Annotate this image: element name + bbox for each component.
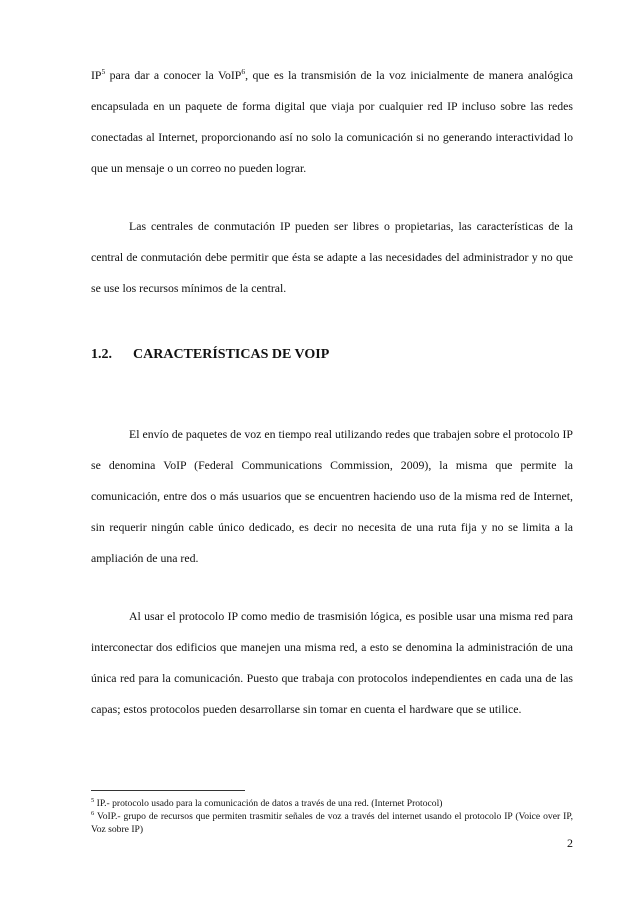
section-title: CARACTERÍSTICAS DE VOIP <box>133 347 330 362</box>
section-heading <box>91 331 573 365</box>
paragraph-envio-paquetes: El envío de paquetes de voz en tiempo real utilizando redes que trabajen sobre el protocolo IP se denomina VoIP (Federal Communications Commission, 2009), la misma que permite la comunicación, entre dos o más usuarios que se encuentren haciendo uso de la misma red de Internet, sin requerir ningún cable único dedicado, es decir no necesita de una ruta fija y no se limita a la ampliación de una red. <box>91 427 573 565</box>
paragraph-protocolo-ip: Al usar el protocolo IP como medio de trasmisión lógica, es posible usar una misma red para interconectar dos edificios que manejen una misma red, a esto se denomina la administración de una única red para la comunicación. Puesto que trabaja con protocolos independientes en cada una de las capas; estos protocolos pueden desarrollarse sin tomar en cuenta el hardware que se utilice. <box>91 609 573 716</box>
paragraph-intro: $IP^5$ para dar a conocer la VoIP$^6$, que es la transmisión de la voz inicialmente de manera analógica encapsulada en un paquete de forma digital que viaja por cualquier red IP incluso sobre las redes conectadas al Internet, proporcionando así no solo la comunicación si no generando interactividad lo que un mensaje o un correo no pueden lograr. <box>91 67 574 175</box>
footnote-5: $^5$ IP.- protocolo usado para la comunicación de datos a través de una red. (Internet Protocol) <box>91 796 443 809</box>
footnotes <box>91 797 573 836</box>
footnote-ref-5: 5 <box>101 67 106 77</box>
footnote-separator <box>91 790 245 791</box>
page-number: 2 <box>567 836 573 850</box>
paragraph-centrales: Las centrales de conmutación IP pueden ser libres o propietarias, las características de la central de conmutación debe permitir que ésta se adapte a las necesidades del administrador y no que se use los recursos mínimos de la central. <box>91 219 573 295</box>
footnote-6: $^6$ VoIP.- grupo de recursos que permiten trasmitir señales de voz a través del internet usando el protocolo IP (Voice over IP, Voz sobre IP) <box>91 809 573 835</box>
footnote-ref-6: 6 <box>241 67 246 77</box>
page-body <box>91 60 573 725</box>
section-number: 1.2. <box>91 347 112 362</box>
